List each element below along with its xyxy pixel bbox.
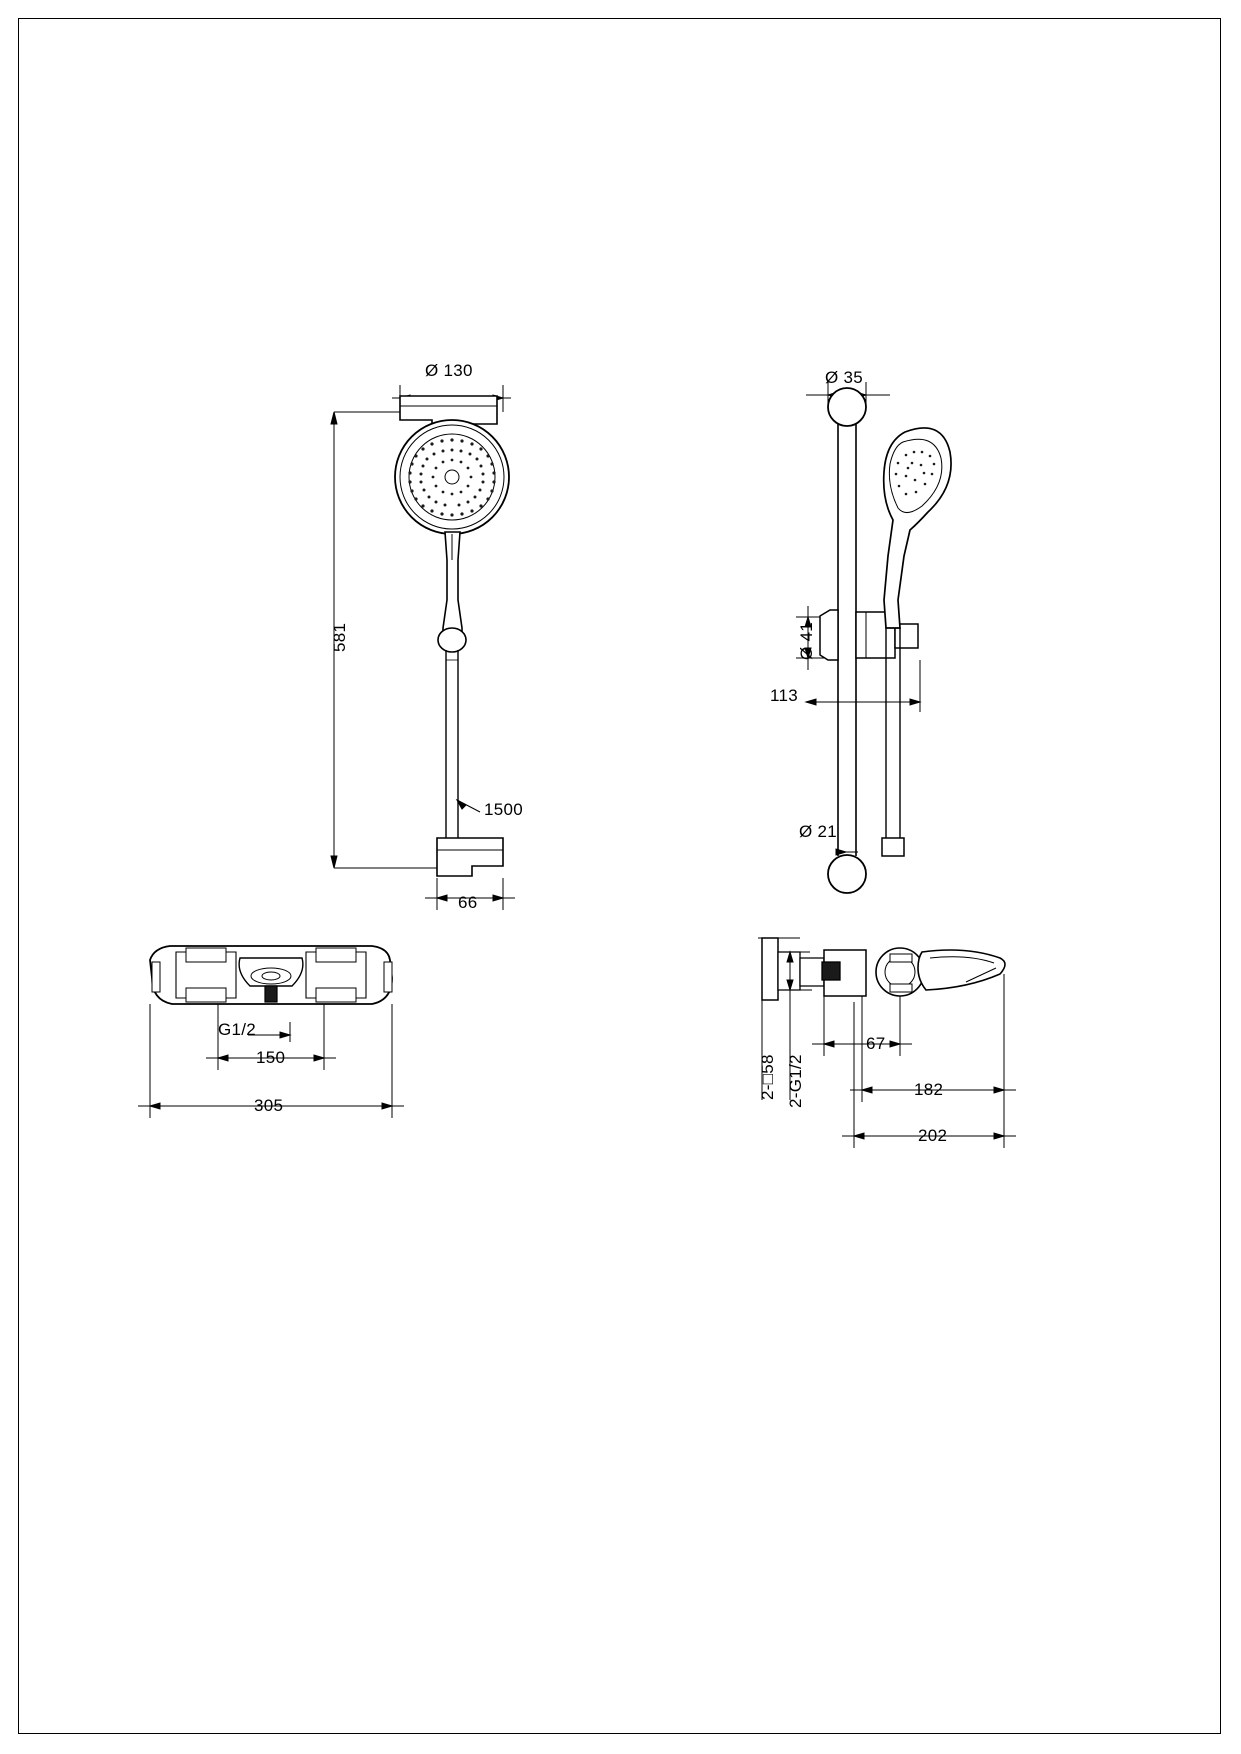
label-bracket-width: 66 [458, 893, 478, 912]
label-body-projection: 67 [866, 1034, 886, 1053]
label-rail-diameter: Ø 21 [799, 822, 838, 841]
label-inlet-thread: G1/2 [218, 1020, 257, 1039]
label-inlet-centres: 150 [256, 1048, 286, 1067]
sheet-border [18, 18, 1221, 1734]
label-fixing-centres: 2-□58 [758, 1054, 777, 1100]
label-head-diameter: Ø 130 [425, 361, 473, 380]
label-mixer-overall-width: 305 [254, 1096, 284, 1115]
label-rail-top-diameter: Ø 35 [825, 368, 864, 387]
label-spout-projection: 182 [914, 1080, 944, 1099]
label-hose-length: 1500 [484, 800, 524, 819]
label-holder-diameter: Ø 41 [797, 621, 816, 660]
label-overall-length: 581 [330, 622, 349, 652]
label-connection-thread: 2-G1/2 [786, 1054, 805, 1108]
label-holder-projection: 113 [770, 686, 799, 705]
label-overall-projection: 202 [918, 1126, 948, 1145]
